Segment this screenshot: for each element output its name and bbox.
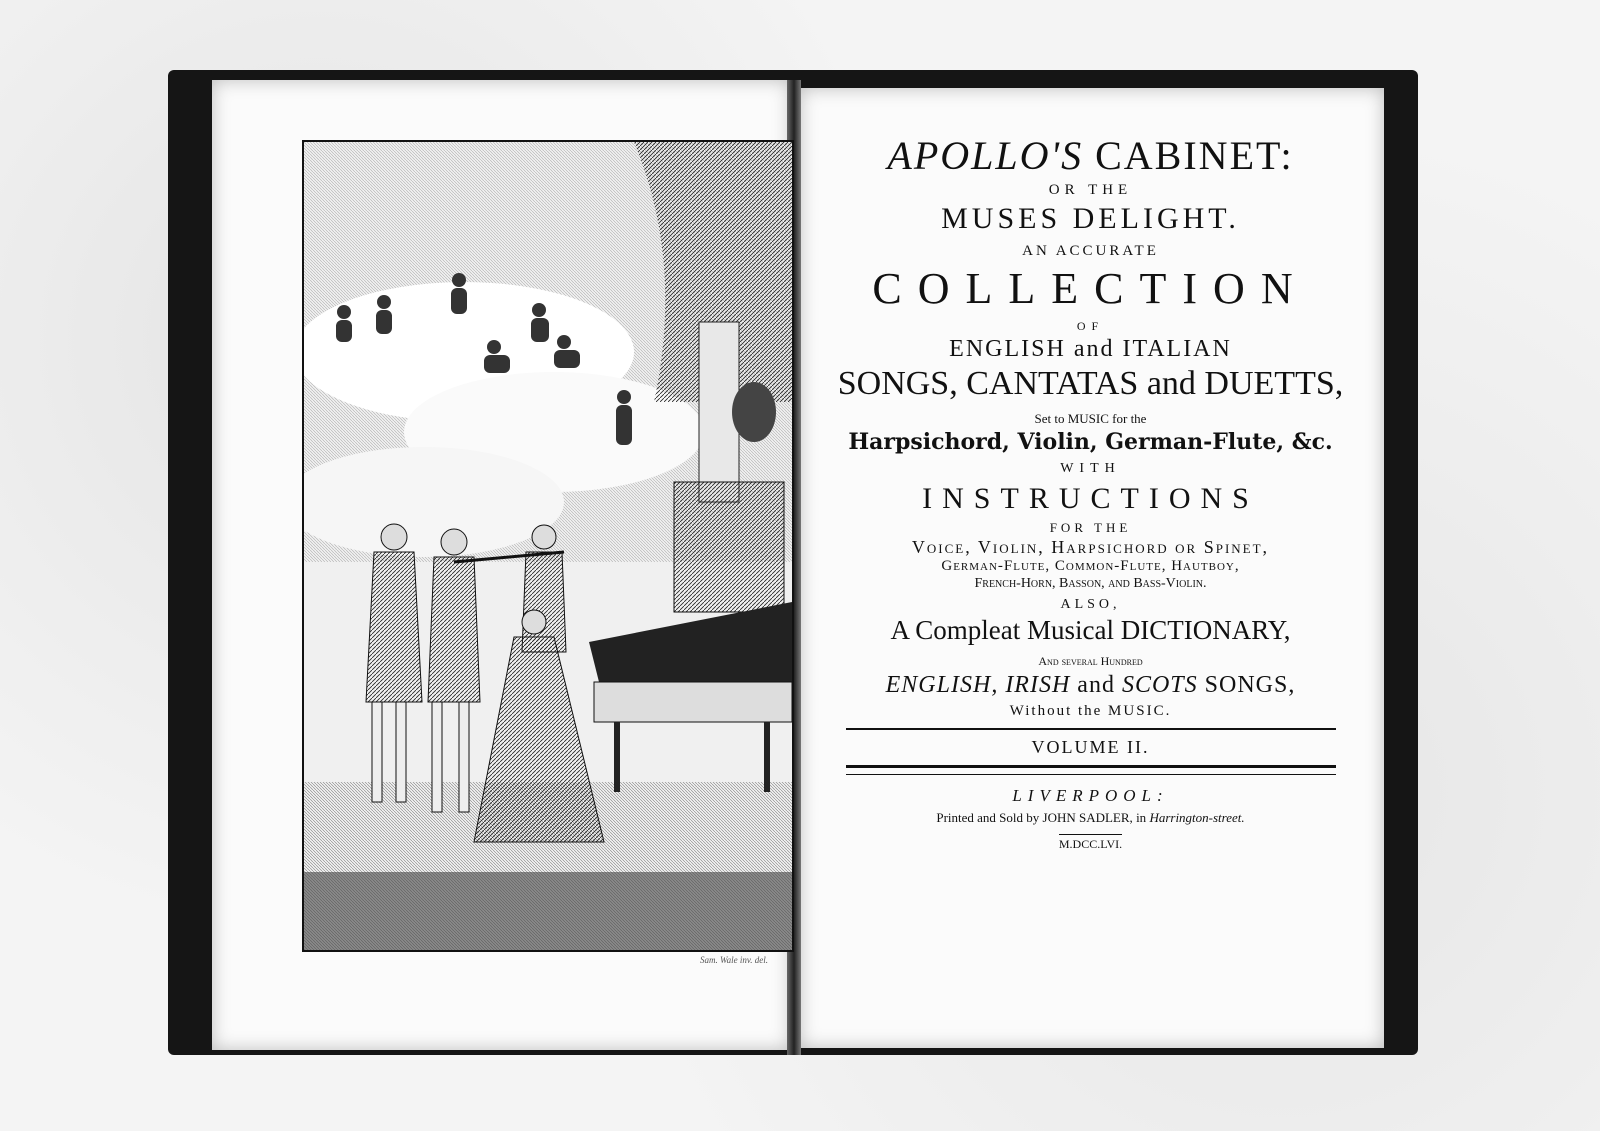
set-to-music-line: Set to MUSIC for the — [1034, 410, 1147, 426]
frontispiece-engraving — [302, 140, 794, 952]
top-rule — [846, 728, 1336, 730]
musical-scene-engraving-icon — [304, 142, 792, 950]
printed-by: Printed and Sold by — [936, 809, 1040, 825]
dictionary-line: A Compleat Musical DICTIONARY, — [890, 615, 1291, 646]
without-music-line: Without the MUSIC. — [1009, 703, 1172, 720]
scots-italic-2: SCOTS — [1121, 672, 1198, 699]
scots-and: and — [1077, 672, 1115, 699]
printer-name: JOHN SADLER, — [1042, 809, 1133, 825]
for-the-line: FOR THE — [1049, 519, 1132, 535]
german-flute-line: German-Flute, Common-Flute, Hautboy, — [941, 558, 1240, 575]
or-the-line: OR THE — [1048, 182, 1133, 198]
with-line: WITH — [1060, 461, 1121, 477]
imprint-date: M.DCC.LVI. — [1059, 834, 1122, 852]
scots-songs: SONGS, — [1204, 672, 1296, 699]
title-apollo: APOLLO'S — [887, 133, 1084, 178]
instructions-line: INSTRUCTIONS — [922, 482, 1259, 516]
place-line: LIVERPOOL: — [1012, 786, 1169, 805]
instruments-blackletter-line: Harpsichord, Violin, German-Flute, &c. — [848, 429, 1333, 456]
songs-cantatas-line: SONGS, CANTATAS and DUETTS, — [837, 364, 1344, 402]
of-line: OF — [1076, 319, 1105, 334]
title-cabinet: CABINET: — [1095, 133, 1294, 178]
title-page — [818, 135, 1363, 853]
muses-delight-line: MUSES DELIGHT. — [941, 201, 1240, 235]
scots-italic-1: ENGLISH, IRISH — [885, 672, 1071, 699]
english-italian-line: ENGLISH and ITALIAN — [949, 335, 1232, 362]
several-hundred-line: And several Hundred — [1038, 653, 1143, 668]
printer-line — [818, 811, 1363, 825]
also-line: ALSO, — [1060, 596, 1121, 612]
printer-street: Harrington-street. — [1149, 809, 1245, 825]
main-title — [818, 135, 1363, 177]
engraver-credit: Sam. Wale inv. del. — [700, 955, 768, 965]
collection-line: COLLECTION — [872, 264, 1309, 313]
volume-line: VOLUME II. — [1031, 737, 1150, 758]
double-rule — [846, 765, 1336, 775]
scots-songs-line — [818, 673, 1363, 698]
voice-instruments-line: Voice, Violin, Harpsichord or Spinet, — [911, 537, 1270, 558]
printed-in: in — [1136, 809, 1147, 825]
french-horn-line: French-Horn, Basson, and Bass-Violin. — [974, 575, 1207, 591]
an-accurate-line: AN ACCURATE — [1022, 243, 1159, 260]
